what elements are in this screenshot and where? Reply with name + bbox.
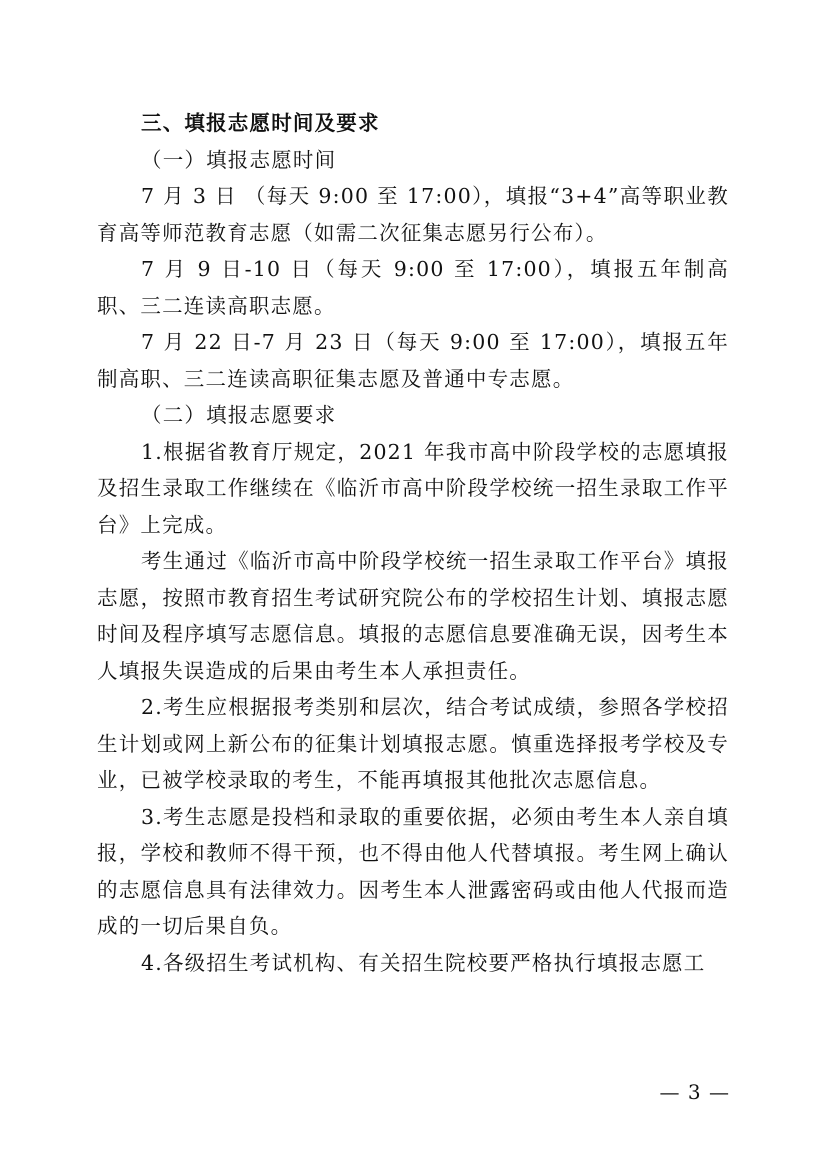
- section-heading: 三、填报志愿时间及要求: [141, 111, 380, 135]
- subsection-heading-time: （一）填报志愿时间: [141, 147, 337, 172]
- subsection-heading-requirements: （二）填报志愿要求: [141, 403, 337, 427]
- requirement-paragraph: 2.考生应根据报考类别和层次，结合考试成绩，参照各学校招生计划或网上新公布的征集计划填报志愿。慎重选择报考学校及专业，已被学校录取的考生，不能再填报其他批次志愿信息。: [97, 695, 729, 792]
- requirement-paragraph: 4.各级招生考试机构、有关招生院校要严格执行填报志愿工: [141, 950, 706, 975]
- time-paragraph: 7 月 9 日-10 日（每天 9:00 至 17:00），填报五年制高职、三二连读高职志愿。: [97, 257, 729, 318]
- time-paragraph: 7 月 3 日 （每天 9:00 至 17:00），填报“3+4”高等职业教育高等师范教育志愿（如需二次征集志愿另行公布）。: [97, 184, 729, 245]
- requirement-paragraph: 3.考生志愿是投档和录取的重要依据，必须由考生本人亲自填报，学校和教师不得干预，也不得由他人代替填报。考生网上确认的志愿信息具有法律效力。因考生本人泄露密码或由他人代报而造成的一切后果自负。: [97, 804, 729, 938]
- page-number: — 3 —: [659, 1080, 730, 1104]
- requirement-paragraph: 考生通过《临沂市高中阶段学校统一招生录取工作平台》填报志愿，按照市教育招生考试研究院公布的学校招生计划、填报志愿时间及程序填写志愿信息。填报的志愿信息要准确无误，因考生本人填报失误造成的后果由考生本人承担责任。: [97, 549, 729, 683]
- document-body: [97, 105, 729, 981]
- time-paragraph: 7 月 22 日-7 月 23 日（每天 9:00 至 17:00），填报五年制高职、三二连读高职征集志愿及普通中专志愿。: [97, 330, 729, 391]
- requirement-paragraph: 1.根据省教育厅规定，2021 年我市高中阶段学校的志愿填报及招生录取工作继续在《临沂市高中阶段学校统一招生录取工作平台》上完成。: [97, 439, 729, 537]
